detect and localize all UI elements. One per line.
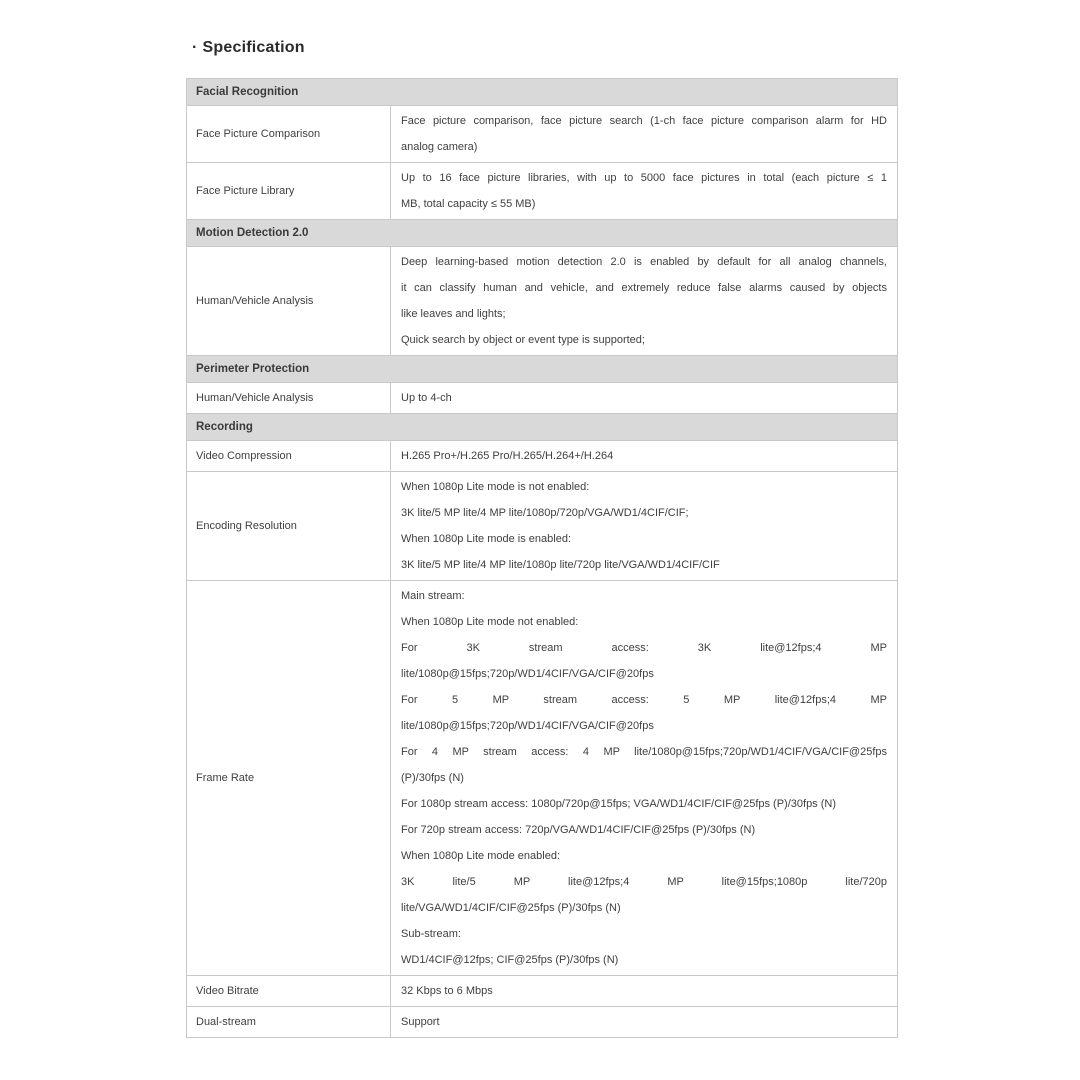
table-row xyxy=(187,247,898,356)
value-line: Quick search by object or event type is supported; xyxy=(401,334,645,346)
table-row xyxy=(187,441,898,472)
value-line: When 1080p Lite mode not enabled: xyxy=(401,616,579,628)
row-value xyxy=(391,976,898,1007)
value-line: For 5 MP stream access: 5 MP lite@12fps;4 MP xyxy=(401,694,887,706)
value-line: For 4 MP stream access: 4 MP lite/1080p@15fps;720p/WD1/4CIF/VGA/CIF@25fps xyxy=(401,746,887,758)
value-line: 3K lite/5 MP lite/4 MP lite/1080p lite/720p lite/VGA/WD1/4CIF/CIF xyxy=(401,559,720,571)
row-label: Human/Vehicle Analysis xyxy=(187,247,391,356)
section-header-row xyxy=(187,356,898,383)
value-line: 32 Kbps to 6 Mbps xyxy=(401,985,493,997)
value-line: analog camera) xyxy=(401,141,478,153)
value-line: When 1080p Lite mode is enabled: xyxy=(401,533,572,545)
value-line: Support xyxy=(401,1016,440,1028)
value-line: Main stream: xyxy=(401,590,465,602)
section-header-label: Facial Recognition xyxy=(187,79,898,106)
value-line: WD1/4CIF@12fps; CIF@25fps (P)/30fps (N) xyxy=(401,954,619,966)
value-line: For 1080p stream access: 1080p/720p@15fps; VGA/WD1/4CIF/CIF@25fps (P)/30fps (N) xyxy=(401,798,837,810)
section-header-label: Recording xyxy=(187,414,898,441)
spec-table-body xyxy=(187,79,898,1038)
page-title-text: Specification xyxy=(202,39,305,56)
value-line: When 1080p Lite mode is not enabled: xyxy=(401,481,590,493)
value-line: Deep learning-based motion detection 2.0 is enabled by default for all analog channels, xyxy=(401,256,887,268)
page-title xyxy=(192,39,305,57)
row-value xyxy=(391,106,898,163)
row-value xyxy=(391,247,898,356)
value-line: When 1080p Lite mode enabled: xyxy=(401,850,561,862)
specification-table xyxy=(186,78,898,1038)
table-row xyxy=(187,163,898,220)
row-label: Video Compression xyxy=(187,441,391,472)
row-label: Video Bitrate xyxy=(187,976,391,1007)
row-label: Face Picture Comparison xyxy=(187,106,391,163)
value-line: Face picture comparison, face picture search (1-ch face picture comparison alarm for HD xyxy=(401,115,887,127)
row-label: Face Picture Library xyxy=(187,163,391,220)
value-line: lite/1080p@15fps;720p/WD1/4CIF/VGA/CIF@20fps xyxy=(401,668,654,680)
value-line: like leaves and lights; xyxy=(401,308,506,320)
row-value xyxy=(391,441,898,472)
table-row xyxy=(187,472,898,581)
row-value xyxy=(391,163,898,220)
value-line: (P)/30fps (N) xyxy=(401,772,464,784)
row-label: Frame Rate xyxy=(187,581,391,976)
section-header-label: Perimeter Protection xyxy=(187,356,898,383)
table-row xyxy=(187,106,898,163)
value-line: For 3K stream access: 3K lite@12fps;4 MP xyxy=(401,642,887,654)
row-label: Encoding Resolution xyxy=(187,472,391,581)
section-header-label: Motion Detection 2.0 xyxy=(187,220,898,247)
row-label: Human/Vehicle Analysis xyxy=(187,383,391,414)
value-line: 3K lite/5 MP lite/4 MP lite/1080p/720p/VGA/WD1/4CIF/CIF; xyxy=(401,507,689,519)
title-bullet-icon: · xyxy=(192,39,198,56)
value-line: it can classify human and vehicle, and extremely reduce false alarms caused by objects xyxy=(401,282,887,294)
section-header-row xyxy=(187,220,898,247)
table-row xyxy=(187,383,898,414)
value-line: Up to 16 face picture libraries, with up to 5000 face pictures in total (each picture ≤ 1 xyxy=(401,172,887,184)
table-row xyxy=(187,581,898,976)
value-line: H.265 Pro+/H.265 Pro/H.265/H.264+/H.264 xyxy=(401,450,614,462)
value-line: 3K lite/5 MP lite@12fps;4 MP lite@15fps;1080p lite/720p xyxy=(401,876,887,888)
value-line: Up to 4-ch xyxy=(401,392,452,404)
value-line: Sub-stream: xyxy=(401,928,461,940)
table-row xyxy=(187,1007,898,1038)
row-value xyxy=(391,581,898,976)
section-header-row xyxy=(187,414,898,441)
row-value xyxy=(391,383,898,414)
value-line: lite/VGA/WD1/4CIF/CIF@25fps (P)/30fps (N) xyxy=(401,902,621,914)
row-value xyxy=(391,472,898,581)
row-label: Dual-stream xyxy=(187,1007,391,1038)
row-value xyxy=(391,1007,898,1038)
table-row xyxy=(187,976,898,1007)
value-line: MB, total capacity ≤ 55 MB) xyxy=(401,198,536,210)
value-line: For 720p stream access: 720p/VGA/WD1/4CIF/CIF@25fps (P)/30fps (N) xyxy=(401,824,756,836)
section-header-row xyxy=(187,79,898,106)
value-line: lite/1080p@15fps;720p/WD1/4CIF/VGA/CIF@20fps xyxy=(401,720,654,732)
